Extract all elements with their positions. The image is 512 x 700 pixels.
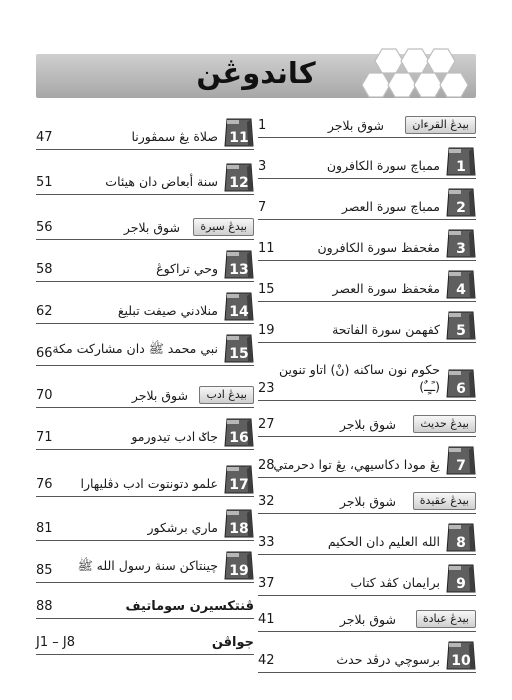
lesson-title: برسوچي درڤد حدث <box>336 652 440 667</box>
toc-section-row[interactable] <box>36 195 254 240</box>
toc-section-row[interactable] <box>258 114 476 138</box>
lesson-badge-icon <box>444 562 476 594</box>
lesson-badge-icon <box>444 521 476 553</box>
page-number: 51 <box>36 175 53 190</box>
toc-lesson-row[interactable] <box>258 555 476 596</box>
lesson-title: ممباچ سورة العصر <box>341 199 440 214</box>
toc-section-row[interactable] <box>258 478 476 514</box>
section-label: بيدڠ عقيدة <box>413 492 476 510</box>
page-number: 66 <box>36 346 53 361</box>
toc-lesson-row[interactable] <box>258 261 476 302</box>
toc-lesson-row[interactable] <box>36 240 254 282</box>
lesson-badge-number: 1 <box>456 159 466 175</box>
page-number: 37 <box>258 576 275 591</box>
page-number: 3 <box>258 159 267 174</box>
lesson-badge-icon <box>222 463 254 495</box>
lesson-badge-icon <box>222 416 254 448</box>
lesson-title: برايمان كڤد كتاب <box>350 575 440 590</box>
hexagon-pattern-icon <box>352 45 470 107</box>
page-number: 7 <box>258 200 267 215</box>
lesson-title: جاݢ ادب تيدورمو <box>131 429 218 444</box>
lesson-badge-icon <box>222 549 254 581</box>
lesson-badge-icon <box>222 332 254 364</box>
page-number: 88 <box>36 599 53 614</box>
lesson-badge-icon <box>222 248 254 280</box>
toc-lesson-row[interactable] <box>258 138 476 179</box>
lesson-badge-icon <box>444 227 476 259</box>
section-label: بيدڠ حديث <box>413 415 476 433</box>
lesson-badge-number: 8 <box>456 535 466 551</box>
page-number: 23 <box>258 381 275 396</box>
lesson-badge-icon <box>222 507 254 539</box>
toc-section-row[interactable] <box>258 596 476 632</box>
lesson-badge-number: 7 <box>456 458 466 474</box>
lesson-badge-number: 19 <box>229 563 249 579</box>
section-text: شوق بلاجر <box>131 388 188 403</box>
page-number: 19 <box>258 323 275 338</box>
lesson-badge-number: 2 <box>456 200 466 216</box>
page-number: 33 <box>258 535 275 550</box>
toc-plain-row[interactable] <box>36 619 254 655</box>
toc-plain-row[interactable] <box>36 583 254 619</box>
section-text: شوق بلاجر <box>339 494 396 509</box>
toc-right-column <box>258 114 476 673</box>
lesson-title: ماري برشكور <box>147 520 218 535</box>
lesson-badge-icon <box>444 268 476 300</box>
page-number: 42 <box>258 653 275 668</box>
page-number: 62 <box>36 304 53 319</box>
page-number: 1 <box>258 118 267 133</box>
page-number: 56 <box>36 220 53 235</box>
toc-lesson-row[interactable] <box>36 497 254 541</box>
page-number: 76 <box>36 477 53 492</box>
section-text: شوق بلاجر <box>339 417 396 432</box>
lesson-badge-icon <box>222 161 254 193</box>
lesson-title: منلادني صيفت تبليغ <box>117 303 218 318</box>
toc-lesson-row[interactable] <box>36 114 254 150</box>
toc-lesson-row[interactable] <box>258 302 476 343</box>
lesson-badge-icon <box>444 367 476 399</box>
toc-lesson-row[interactable] <box>258 343 476 401</box>
toc-lesson-row[interactable] <box>36 282 254 324</box>
toc-lesson-row[interactable] <box>36 408 254 450</box>
page-number: 11 <box>258 241 275 256</box>
lesson-title: ممباچ سورة الكافرون <box>326 158 440 173</box>
lesson-title: مڠحفظ سورة الكافرون <box>317 240 440 255</box>
page-number: 28 <box>258 458 275 473</box>
page-number: 15 <box>258 282 275 297</box>
lesson-badge-icon <box>222 290 254 322</box>
lesson-title-block <box>279 361 440 395</box>
page-number: 85 <box>36 563 53 578</box>
toc-lesson-row[interactable] <box>36 541 254 583</box>
toc-lesson-row[interactable] <box>36 150 254 195</box>
lesson-badge-number: 9 <box>456 576 466 592</box>
lesson-title: مڠحفظ سورة العصر <box>332 281 440 296</box>
lesson-badge-number: 15 <box>229 346 249 362</box>
toc-lesson-row[interactable] <box>36 324 254 366</box>
lesson-badge-icon <box>444 186 476 218</box>
lesson-title: چينتاكن سنة رسول الله ﷺ <box>77 558 218 573</box>
page-title: كاندوڠن <box>196 56 316 90</box>
section-text: شوق بلاجر <box>123 220 180 235</box>
lesson-badge-number: 11 <box>229 130 249 146</box>
lesson-title-continued: (ـًـٍـٌ) <box>419 379 440 394</box>
lesson-badge-number: 3 <box>456 241 466 257</box>
lesson-title: نبي محمد ﷺ دان مشاركت مكة <box>52 341 218 356</box>
lesson-badge-icon <box>444 639 476 671</box>
lesson-badge-number: 17 <box>229 477 249 493</box>
lesson-badge-number: 13 <box>229 262 249 278</box>
lesson-badge-number: 4 <box>456 282 466 298</box>
toc-section-row[interactable] <box>36 366 254 408</box>
lesson-title: سنة أبعاض دان هيئات <box>105 174 218 189</box>
lesson-badge-icon <box>444 145 476 177</box>
toc-left-column <box>36 114 254 655</box>
section-label: بيدڠ ادب <box>199 386 254 404</box>
lesson-title: الله العليم دان الحكيم <box>327 534 440 549</box>
entry-title: ڤنتکسيرن سوماتيف <box>125 599 254 614</box>
lesson-badge-number: 16 <box>229 430 249 446</box>
lesson-badge-number: 5 <box>456 323 466 339</box>
lesson-badge-number: 14 <box>229 304 249 320</box>
page-number: J1 – J8 <box>36 635 75 650</box>
page-number: 81 <box>36 521 53 536</box>
lesson-badge-number: 6 <box>456 381 466 397</box>
lesson-badge-number: 10 <box>451 653 471 669</box>
section-text: شوق بلاجر <box>327 118 384 133</box>
toc-section-row[interactable] <box>258 401 476 437</box>
page-number: 41 <box>258 612 275 627</box>
toc-lesson-row[interactable] <box>36 450 254 497</box>
lesson-badge-icon <box>444 444 476 476</box>
page-number: 47 <box>36 130 53 145</box>
page-number: 27 <box>258 417 275 432</box>
lesson-badge-number: 18 <box>229 521 249 537</box>
page-number: 58 <box>36 262 53 277</box>
toc-lesson-row[interactable] <box>258 220 476 261</box>
toc-lesson-row[interactable] <box>258 514 476 555</box>
entry-title: جواڤن <box>211 635 254 650</box>
toc-lesson-row[interactable] <box>258 632 476 673</box>
lesson-title: صلاة يڠ سمڤورنا <box>131 129 218 144</box>
toc-lesson-row[interactable] <box>258 179 476 220</box>
lesson-title: كفهمن سورة الفاتحة <box>332 322 440 337</box>
lesson-badge-icon <box>222 116 254 148</box>
page-number: 71 <box>36 430 53 445</box>
page-number: 70 <box>36 388 53 403</box>
lesson-title: حکوم نون ساكنه (نْ) اتاو تنوين <box>279 362 440 377</box>
lesson-title: علمو دتونتوت ادب دڤليهارا <box>80 476 218 491</box>
lesson-title: يڠ مودا دكاسيهي، يڠ توا دحرمتي <box>273 457 440 472</box>
section-label: بيدڠ سيرة <box>193 218 254 236</box>
section-label: بيدڠ القرءان <box>405 116 476 134</box>
lesson-title: وحي تراکوڠ <box>156 261 218 276</box>
section-label: بيدڠ عبادة <box>416 610 476 628</box>
contents-banner <box>36 54 476 98</box>
section-text: شوق بلاجر <box>339 612 396 627</box>
toc-lesson-row[interactable] <box>258 437 476 478</box>
page-number: 32 <box>258 494 275 509</box>
lesson-badge-number: 12 <box>229 175 249 191</box>
lesson-badge-icon <box>444 309 476 341</box>
